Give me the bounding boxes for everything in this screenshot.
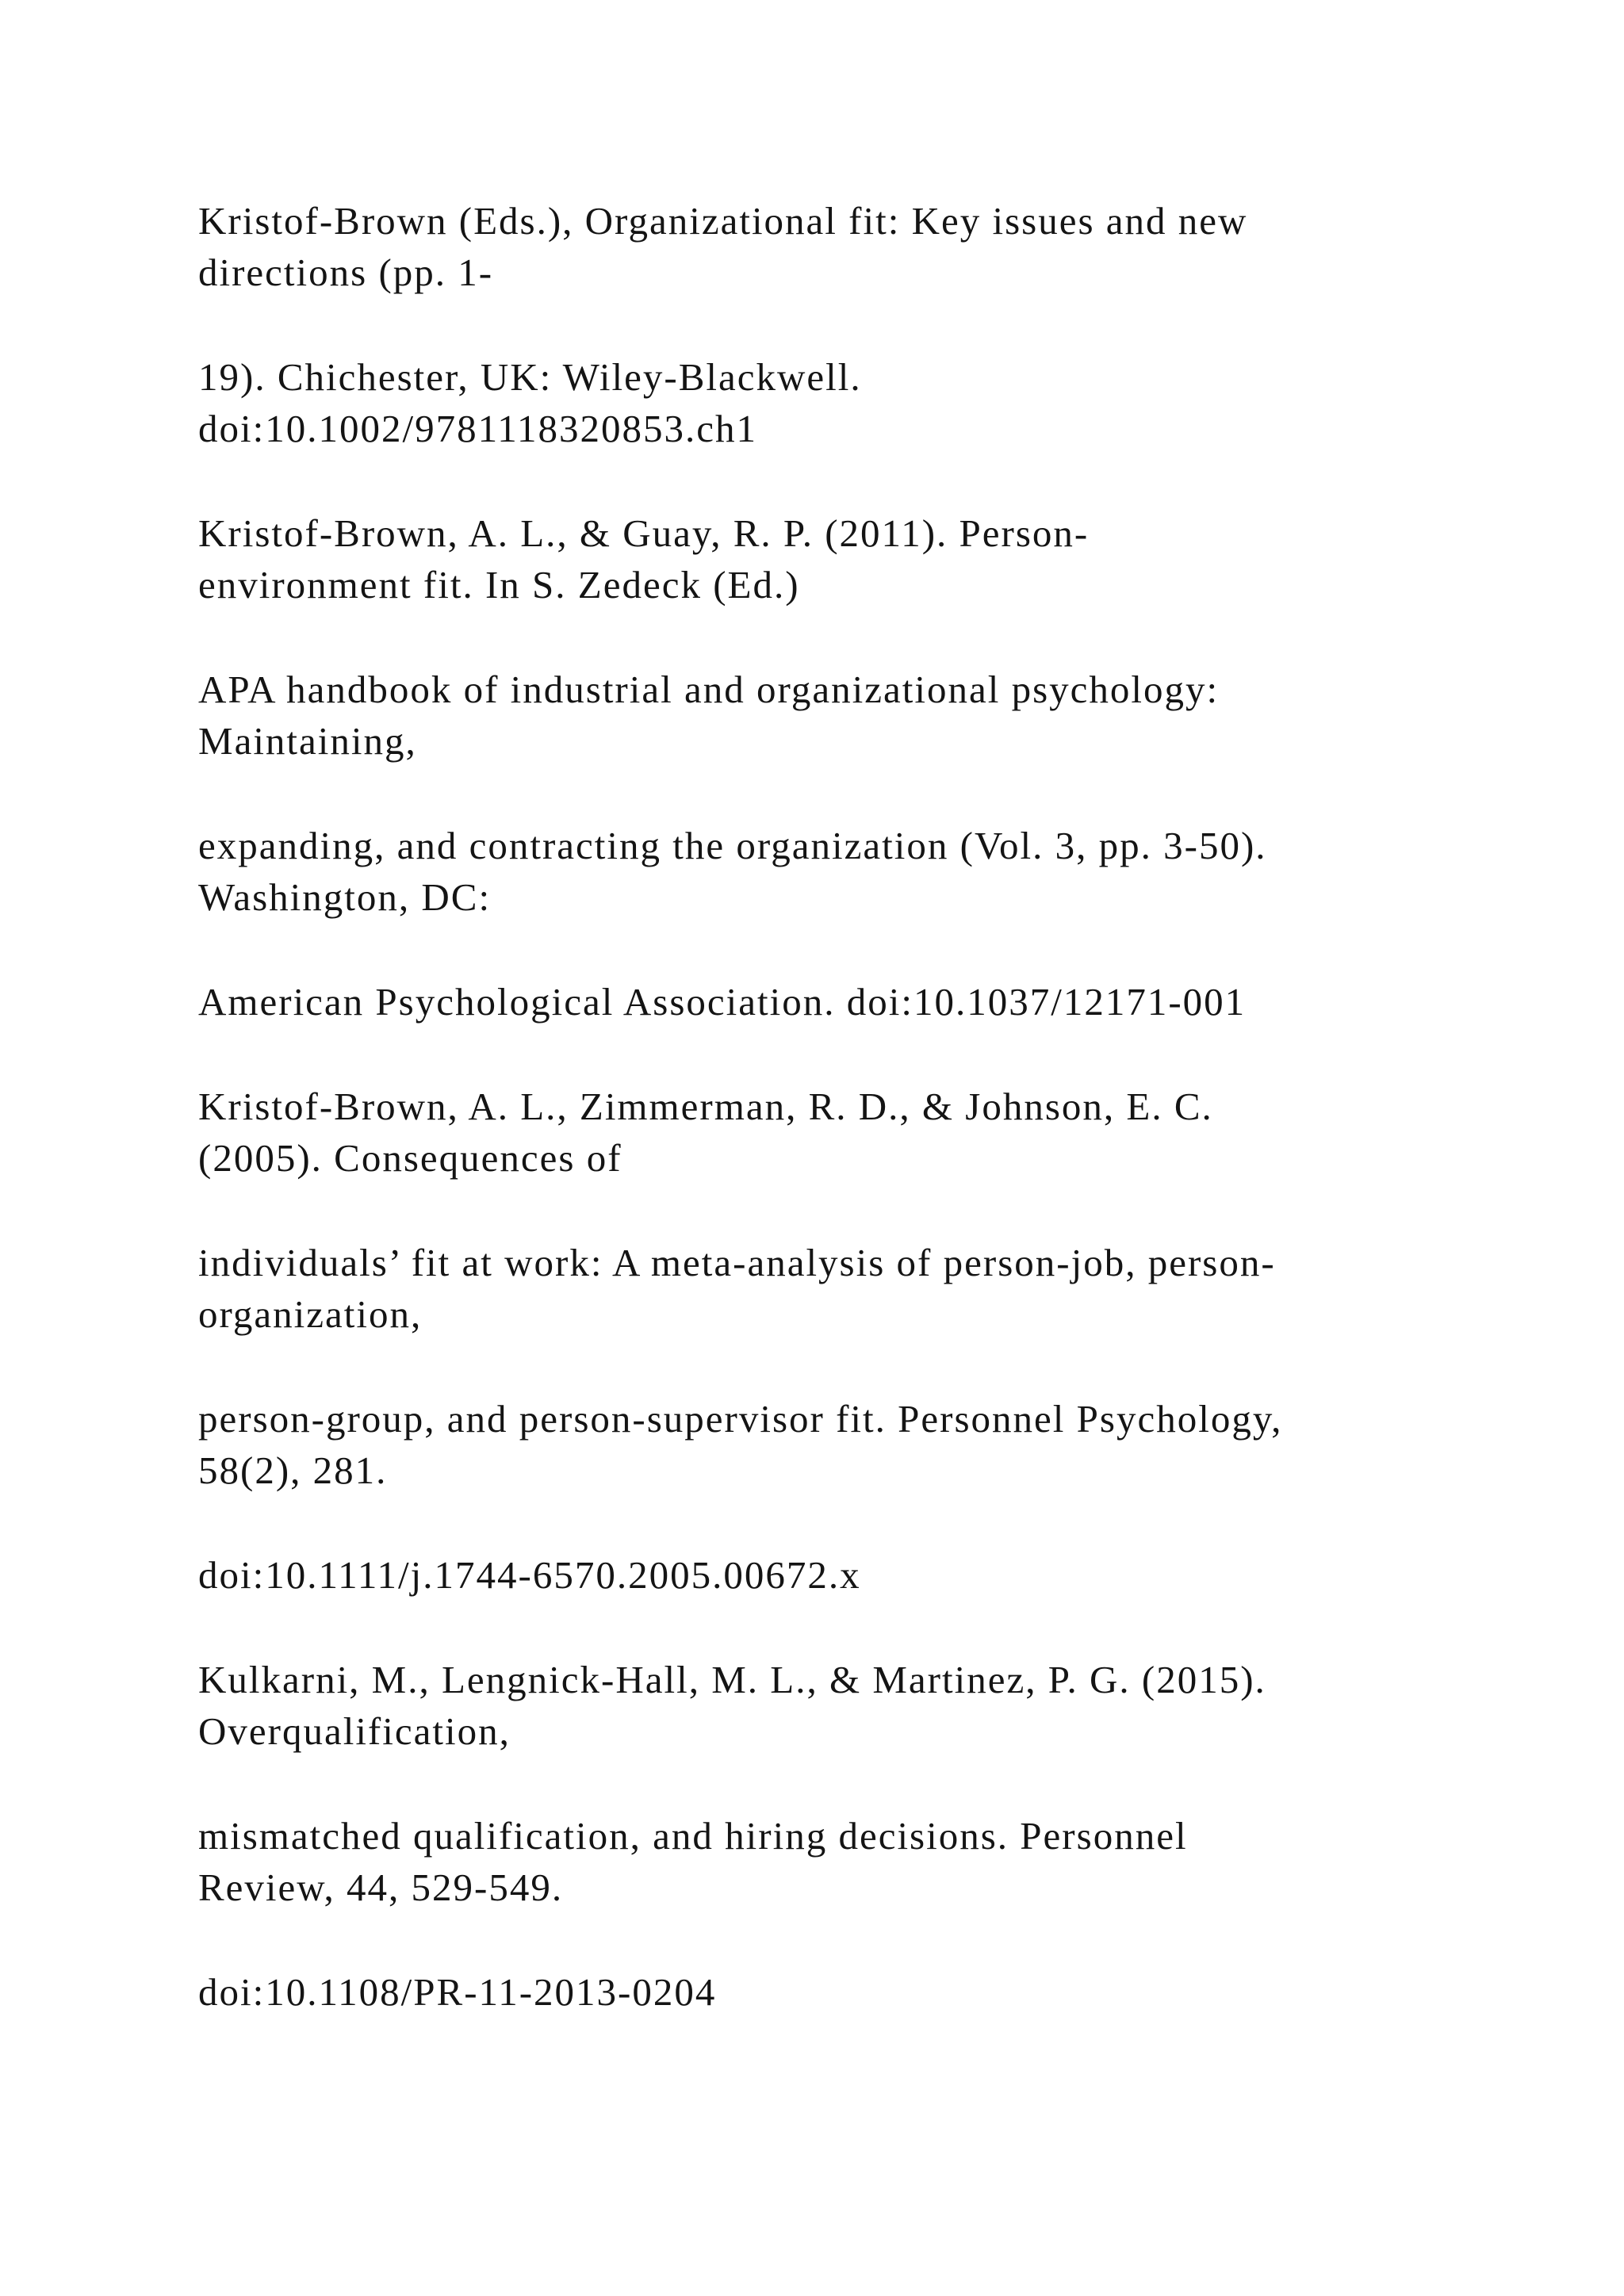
text-line: Maintaining, (198, 719, 417, 763)
text-line: Review, 44, 529-549. (198, 1866, 564, 1909)
reference-paragraph (198, 820, 1467, 923)
reference-paragraph (198, 1549, 1467, 1601)
reference-paragraph (198, 195, 1467, 298)
text-line: Kristof-Brown, A. L., Zimmerman, R. D., & Johnson, E. C. (198, 1085, 1213, 1128)
text-line: organization, (198, 1292, 423, 1336)
text-line: expanding, and contracting the organization (Vol. 3, pp. 3-50). (198, 824, 1267, 867)
text-line: directions (pp. 1- (198, 251, 494, 294)
reference-paragraph (198, 1654, 1467, 1757)
text-line: 58(2), 281. (198, 1448, 388, 1492)
text-line: APA handbook of industrial and organizational psychology: (198, 668, 1220, 711)
text-line: environment fit. In S. Zedeck (Ed.) (198, 563, 800, 607)
reference-paragraph (198, 1081, 1467, 1184)
text-line: 19). Chichester, UK: Wiley-Blackwell. (198, 355, 862, 399)
text-line: Kristof-Brown (Eds.), Organizational fit: Key issues and new (198, 199, 1248, 243)
reference-paragraph (198, 507, 1467, 610)
text-line: Kristof-Brown, A. L., & Guay, R. P. (2011). Person- (198, 511, 1090, 555)
text-line: (2005). Consequences of (198, 1136, 622, 1180)
reference-paragraph (198, 976, 1467, 1027)
text-line: doi:10.1111/j.1744-6570.2005.00672.x (198, 1553, 861, 1597)
reference-paragraph (198, 664, 1467, 767)
text-line: Overqualification, (198, 1709, 511, 1753)
text-line: person-group, and person-supervisor fit. Personnel Psychology, (198, 1397, 1283, 1441)
reference-list (198, 195, 1467, 2071)
reference-paragraph (198, 1393, 1467, 1496)
text-line: doi:10.1002/9781118320853.ch1 (198, 407, 757, 450)
reference-paragraph (198, 1237, 1467, 1340)
text-line: individuals’ fit at work: A meta-analysis of person-job, person- (198, 1241, 1276, 1284)
text-line: American Psychological Association. doi:10.1037/12171-001 (198, 980, 1247, 1024)
reference-paragraph (198, 1966, 1467, 2018)
reference-paragraph (198, 1810, 1467, 1913)
text-line: mismatched qualification, and hiring decisions. Personnel (198, 1814, 1188, 1858)
text-line: doi:10.1108/PR-11-2013-0204 (198, 1970, 717, 2014)
text-line: Kulkarni, M., Lengnick-Hall, M. L., & Martinez, P. G. (2015). (198, 1658, 1266, 1701)
text-line: Washington, DC: (198, 875, 492, 919)
reference-paragraph (198, 351, 1467, 454)
